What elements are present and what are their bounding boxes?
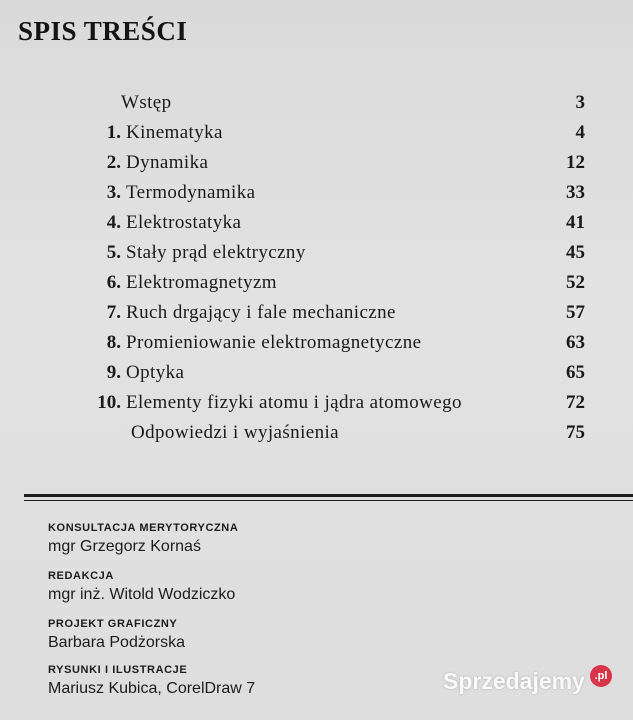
watermark-text: Sprzedajemy xyxy=(443,668,585,694)
page-title: SPIS TREŚCI xyxy=(18,16,188,46)
toc-entry-title: Elementy fizyki atomu i jądra atomowego xyxy=(126,392,462,413)
toc-entry-title: Kinematyka xyxy=(126,122,223,143)
toc-entry-page: 45 xyxy=(566,242,585,263)
toc-entry-title: Dynamika xyxy=(126,152,209,173)
toc-entry-title: Wstęp xyxy=(121,92,172,113)
credit-value: Mariusz Kubica, CorelDraw 7 xyxy=(48,680,256,697)
toc-entry xyxy=(0,182,633,212)
toc-entry-page: 3 xyxy=(575,92,585,113)
credit-label: PROJEKT GRAFICZNY xyxy=(48,618,178,630)
toc-entry-page: 72 xyxy=(566,392,585,413)
toc-entry-title: Stały prąd elektryczny xyxy=(126,242,306,263)
toc-entry xyxy=(0,422,633,452)
toc-entry xyxy=(0,92,633,122)
toc-entry-number: 10. xyxy=(97,392,121,413)
credit-value: Barbara Podżorska xyxy=(48,634,185,651)
toc-entry xyxy=(0,242,633,272)
toc-entry xyxy=(0,272,633,302)
toc-entry-number: 9. xyxy=(106,362,121,383)
credit-label: RYSUNKI I ILUSTRACJE xyxy=(48,664,188,676)
toc-entry xyxy=(0,152,633,182)
toc-entry xyxy=(0,392,633,422)
toc-entry xyxy=(0,212,633,242)
toc-entry-title: Elektromagnetyzm xyxy=(126,272,277,293)
toc-entry-number: 6. xyxy=(106,272,121,293)
credit-value: mgr Grzegorz Kornaś xyxy=(48,538,201,555)
toc-entry-number: 4. xyxy=(106,212,121,233)
toc-entry-number: 5. xyxy=(106,242,121,263)
toc-entry-title: Elektrostatyka xyxy=(126,212,242,233)
toc-entry-page: 4 xyxy=(575,122,585,143)
divider-rule-bottom xyxy=(24,500,633,501)
toc-entry xyxy=(0,362,633,392)
toc-entry-page: 63 xyxy=(566,332,585,353)
watermark-badge: .pl xyxy=(590,665,612,687)
toc-entry-number: 1. xyxy=(106,122,121,143)
toc-entry-page: 12 xyxy=(566,152,585,173)
toc-entry xyxy=(0,122,633,152)
toc-entry-number: 2. xyxy=(106,152,121,173)
toc-entry-title: Optyka xyxy=(126,362,185,383)
toc-entry-page: 65 xyxy=(566,362,585,383)
toc-entry xyxy=(0,332,633,362)
toc-entry-number: 7. xyxy=(106,302,121,323)
credit-label: REDAKCJA xyxy=(48,570,114,582)
toc-entry-title: Promieniowanie elektromagnetyczne xyxy=(126,332,422,353)
toc-entry-title: Ruch drgający i fale mechaniczne xyxy=(126,302,396,323)
toc-entry-title: Termodynamika xyxy=(126,182,256,203)
divider-rule-top xyxy=(24,494,633,497)
credit-label: KONSULTACJA MERYTORYCZNA xyxy=(48,522,239,534)
toc-entry-page: 41 xyxy=(566,212,585,233)
toc-entry-number: 8. xyxy=(106,332,121,353)
toc-entry-page: 75 xyxy=(566,422,585,443)
toc-entry-page: 57 xyxy=(566,302,585,323)
toc-entry-number: 3. xyxy=(106,182,121,203)
toc-entry-page: 33 xyxy=(566,182,585,203)
credit-value: mgr inż. Witold Wodziczko xyxy=(48,586,236,603)
toc-entry-title: Odpowiedzi i wyjaśnienia xyxy=(131,422,339,443)
toc-entry-page: 52 xyxy=(566,272,585,293)
toc-entry xyxy=(0,302,633,332)
